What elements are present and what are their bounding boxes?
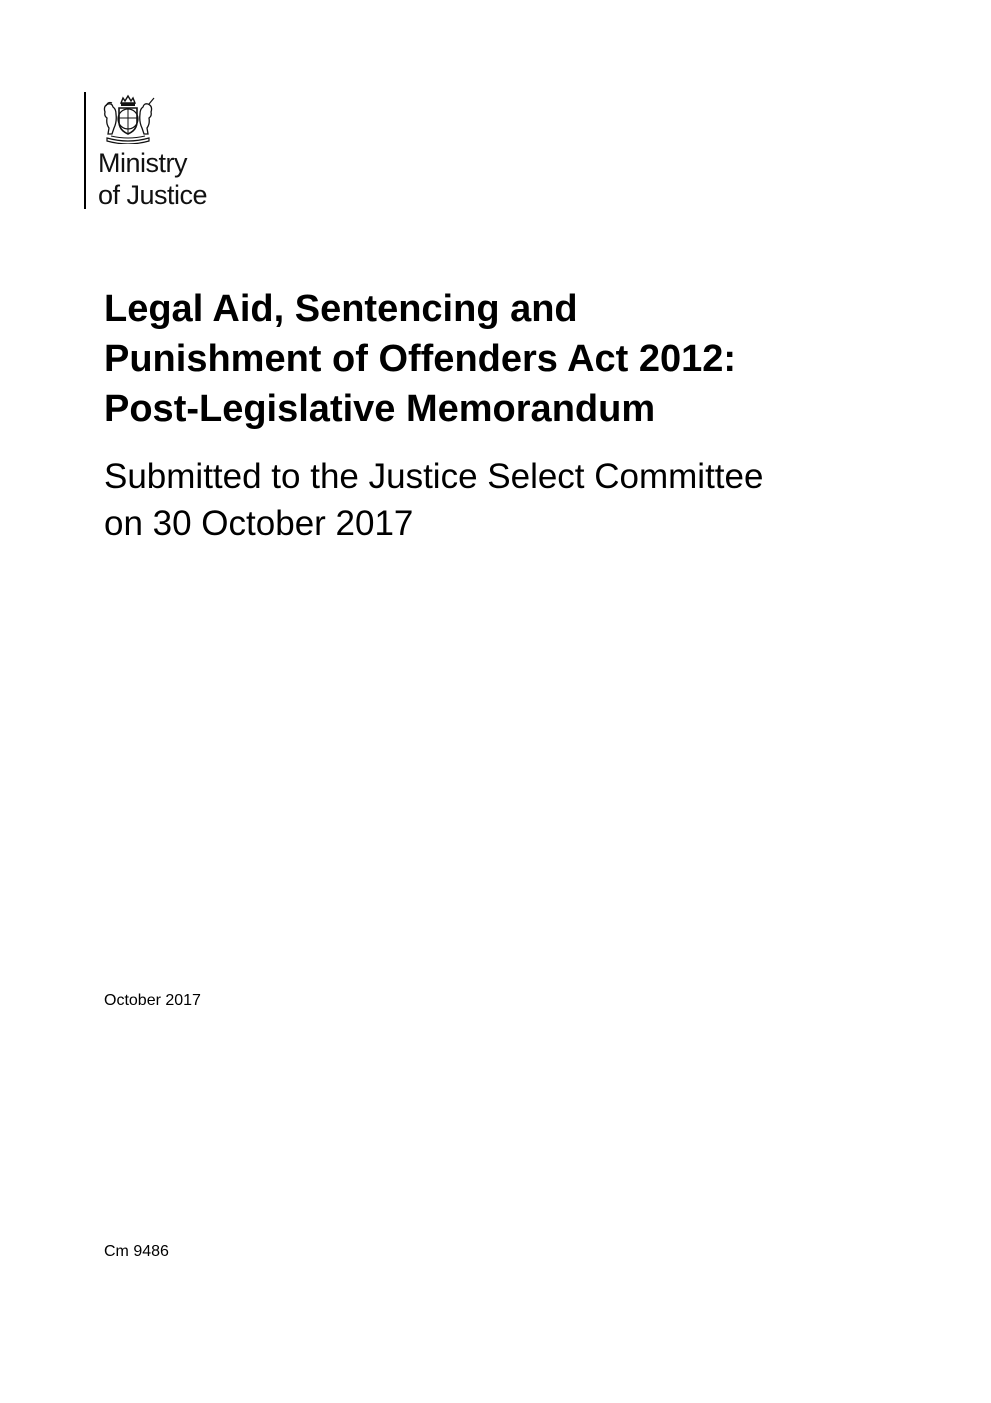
royal-coat-of-arms-icon xyxy=(99,94,157,144)
document-subtitle xyxy=(104,453,924,547)
logo-divider-rule xyxy=(84,92,86,209)
logo-line-ministry: Ministry xyxy=(98,148,187,178)
ministry-of-justice-logo xyxy=(84,92,264,212)
subtitle-line-1: Submitted to the Justice Select Committee xyxy=(104,457,764,496)
command-paper-number: Cm 9486 xyxy=(104,1243,169,1260)
subtitle-line-2: on 30 October 2017 xyxy=(104,504,414,543)
logo-line-of-justice: of Justice xyxy=(98,180,208,210)
title-line-2: Punishment of Offenders Act 2012: xyxy=(104,338,737,380)
document-title xyxy=(104,284,924,434)
title-line-3: Post-Legislative Memorandum xyxy=(104,388,656,430)
publication-date: October 2017 xyxy=(104,992,201,1009)
logo-wordmark xyxy=(98,147,207,211)
title-line-1: Legal Aid, Sentencing and xyxy=(104,288,578,330)
